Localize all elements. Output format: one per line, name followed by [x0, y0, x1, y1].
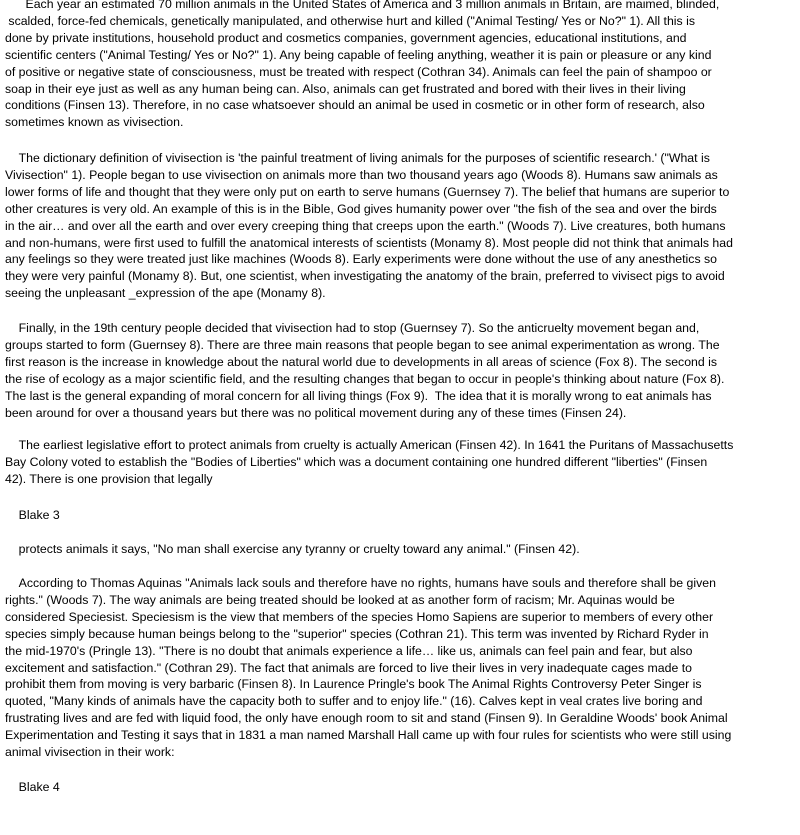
paragraph-speciesism: According to Thomas Aquinas "Animals lack souls and therefore have no rights, humans have souls and therefore shall be given rights." (Woods 7). The way animals are being treated should be looked at as another form of racism; Mr. Aquinas would be considered Speciesist. Speciesism is the view that members of the species Homo Sapiens are superior to members of every other species simply because human beings belong to the "superior" species (Cothran 21). This term was invented by Richard Ryder in the mid-1970's (Pringle 13). "There is no doubt that animals experience a life… like us, animals can feel pain and fear, but also excitement and satisfaction." (Cothran 29). The fact that animals are forced to live their lives in very inadequate cages made to prohibit them from moving is very barbaric (Finsen 8). In Laurence Pringle's book The Animal Rights Controversy Peter Singer is quoted, "Many kinds of animals have the capacity both to suffer and to enjoy life." (16). Calves kept in veal crates live boring and frustrating lives and are fed with liquid food, the only have enough room to sit and stand (Finsen 9). In Geraldine Woods' book Animal Experimentation and Testing it says that in 1831 a man named Marshall Hall came up with four rules for scientists who were still using animal vivisection in their work:	[5, 576, 732, 760]
page-header-blake-4: Blake 4	[5, 780, 60, 794]
paragraph-animal-testing-intro: Each year an estimated 70 million animals in the United States of America and 3 million animals in Britain, are maimed, blinded, scalded, force-fed chemicals, genetically manipulated, and otherwise hurt and killed ("Animal Testing/ Yes or No?" 1). All this is done by private institutions, household product and cosmetics companies, government agencies, educational institutions, and scientific centers ("Animal Testing/ Yes or No?" 1). Any being capable of feeling anything, weather it is pain or pleasure or any kind of positive or negative state of consciousness, must be treated with respect (Cothran 34). Animals can feel the pain of shampoo or soap in their eye just as well as any human being can. Also, animals can get frustrated and bored with their lives in their living conditions (Finsen 13). Therefore, in no case whatsoever should an animal be used in cosmetic or in other form of research, also sometimes known as vivisection.	[5, 0, 720, 130]
page-header-blake-3: Blake 3	[5, 508, 60, 522]
paragraph-provision-quote: protects animals it says, "No man shall exercise any tyranny or cruelty toward any animal." (Finsen 42).	[5, 542, 580, 556]
paragraph-legislative-effort: The earliest legislative effort to protect animals from cruelty is actually American (Finsen 42). In 1641 the Puritans of Massachusetts Bay Colony voted to establish the "Bodies of Liberties" which was a document containing one hundred different "liberties" (Finsen 42). There is one provision that legally	[5, 438, 734, 486]
paragraph-anticruelty-movement: Finally, in the 19th century people decided that vivisection had to stop (Guernsey 7). So the anticruelty movement began and, groups started to form (Guernsey 8). There are three main reasons that people began to see animal experimentation as wrong. The first reason is the increase in knowledge about the natural world due to developments in all areas of science (Fox 8). The second is the rise of ecology as a major scientific field, and the resulting changes that began to occur in people's thinking about nature (Fox 8). The last is the general expanding of moral concern for all living things (Fox 9). The idea that it is morally wrong to eat animals has been around for over a thousand years but there was no political movement during any of these times (Finsen 24).	[5, 321, 725, 420]
paragraph-vivisection-definition: The dictionary definition of vivisection is 'the painful treatment of living animals for the purposes of scientific research.' ("What is Vivisection" 1). People began to use vivisection on animals more than two thousand years ago (Woods 8). Humans saw animals as lower forms of life and thought that they were only put on earth to serve humans (Guernsey 7). The belief that humans are superior to other creatures is very old. An example of this is in the Bible, God gives humanity power over "the fish of the sea and over the birds in the air… and over all the earth and over every creeping thing that creeps upon the earth." (Woods 7). Live creatures, both humans and non-humans, were first used to fulfill the anatomical interests of scientists (Monamy 8). Most people did not think that animals had any feelings so they were treated just like machines (Woods 8). Early experiments were done without the use of any anesthetics so they were very painful (Monamy 8). But, one scientist, when investigating the anatomy of the brain, preferred to vivisect pigs to avoid seeing the unpleasant _expression of the ape (Monamy 8).	[5, 151, 733, 301]
